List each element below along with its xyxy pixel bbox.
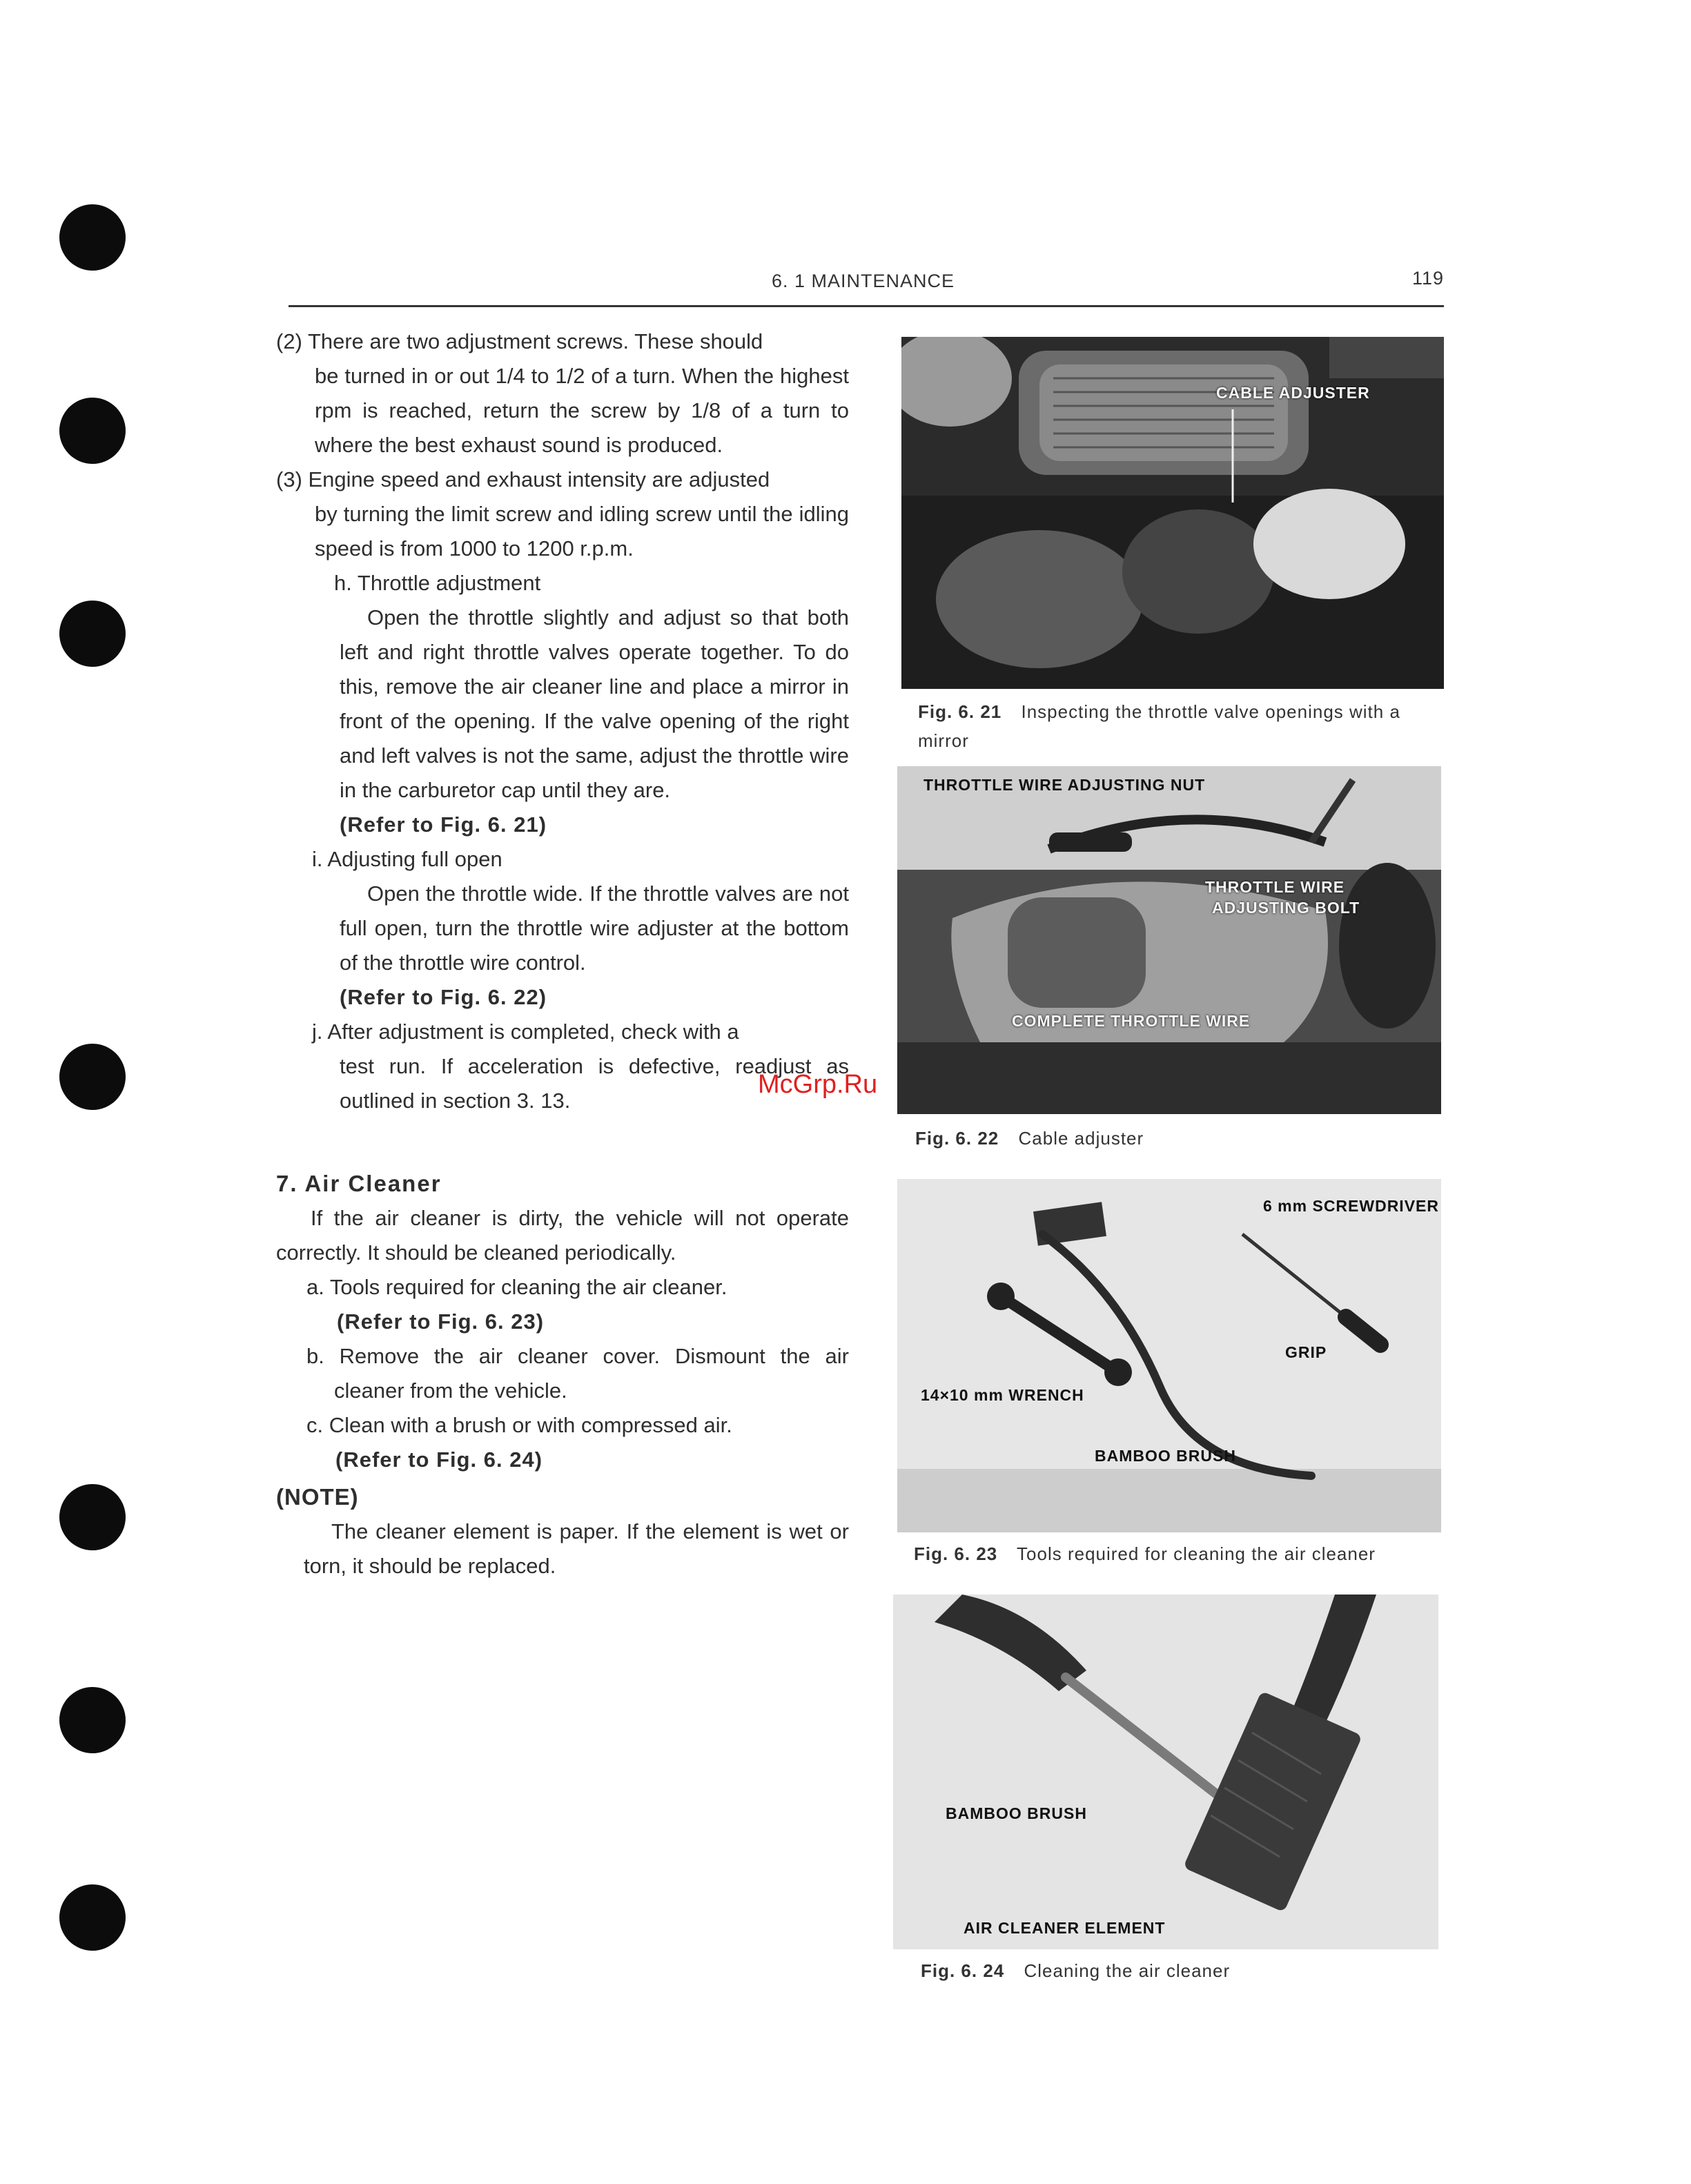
item-j-body: test run. If acceleration is defective, readjust as outlined in section 3. 13. bbox=[340, 1054, 849, 1113]
item-h-label: h. Throttle adjustment bbox=[334, 571, 541, 595]
item-i-ref: (Refer to Fig. 6. 22) bbox=[340, 985, 547, 1009]
binder-hole-3 bbox=[59, 601, 126, 667]
note-text: The cleaner element is paper. If the element is wet or torn, it should be replaced. bbox=[304, 1519, 849, 1578]
binder-hole-5 bbox=[59, 1484, 126, 1550]
label-complete-wire: COMPLETE THROTTLE WIRE bbox=[1012, 1012, 1251, 1030]
caption-text-6-23: Tools required for cleaning the air cleaner bbox=[1017, 1543, 1376, 1564]
item-2-body: be turned in or out 1/4 to 1/2 of a turn. When the highest rpm is reached, return the screw by 1/8 of a turn to where the best exhaust sound is produced. bbox=[315, 364, 849, 457]
step-a: a. Tools required for cleaning the air cleaner. bbox=[306, 1275, 727, 1299]
caption-6-21 bbox=[918, 697, 1429, 755]
section-label: 6. 1 MAINTENANCE bbox=[772, 271, 955, 291]
item-j-label: j. After adjustment is completed, check with a bbox=[312, 1020, 739, 1044]
binder-hole-1 bbox=[59, 204, 126, 271]
step-b: b. Remove the air cleaner cover. Dismount the air cleaner from the vehicle. bbox=[306, 1344, 849, 1403]
binder-hole-4 bbox=[59, 1044, 126, 1110]
caption-text-6-21: Inspecting the throttle valve openings with a mirror bbox=[918, 701, 1400, 751]
item-3-first: (3) Engine speed and exhaust intensity are adjusted bbox=[276, 467, 770, 491]
label-bamboo-brush-24: BAMBOO BRUSH bbox=[946, 1804, 1087, 1822]
label-grip: GRIP bbox=[1285, 1343, 1327, 1361]
caption-6-22 bbox=[915, 1128, 1144, 1149]
fig-number-6-21: Fig. 6. 21 bbox=[918, 701, 1002, 722]
caption-6-24 bbox=[921, 1960, 1230, 1982]
note-title: (NOTE) bbox=[276, 1484, 359, 1510]
item-2-first: (2) There are two adjustment screws. These should bbox=[276, 329, 763, 353]
caption-text-6-24: Cleaning the air cleaner bbox=[1024, 1960, 1231, 1981]
step-a-ref: (Refer to Fig. 6. 23) bbox=[337, 1309, 545, 1334]
label-screwdriver: 6 mm SCREWDRIVER bbox=[1263, 1197, 1439, 1215]
figure-6-24-photo bbox=[893, 1595, 1438, 1949]
label-wrench: 14×10 mm WRENCH bbox=[921, 1386, 1084, 1404]
page-header bbox=[289, 268, 1444, 307]
step-c-ref: (Refer to Fig. 6. 24) bbox=[335, 1447, 543, 1472]
figure-6-21-photo bbox=[901, 337, 1444, 689]
page-number: 119 bbox=[1411, 268, 1444, 289]
item-3-body: by turning the limit screw and idling screw until the idling speed is from 1000 to 1200 r.p.m. bbox=[315, 502, 849, 560]
fig-number-6-24: Fig. 6. 24 bbox=[921, 1960, 1005, 1981]
binder-hole-6 bbox=[59, 1687, 126, 1753]
label-cable-adjuster: CABLE ADJUSTER bbox=[1216, 384, 1370, 402]
fig-number-6-23: Fig. 6. 23 bbox=[914, 1543, 998, 1564]
item-i-body: Open the throttle wide. If the throttle valves are not full open, turn the throttle wire adjuster at the bottom of the throttle wire control. bbox=[340, 881, 849, 975]
label-wire-nut: THROTTLE WIRE ADJUSTING NUT bbox=[923, 776, 1206, 794]
item-i-label: i. Adjusting full open bbox=[312, 847, 502, 871]
fig-number-6-22: Fig. 6. 22 bbox=[915, 1128, 999, 1149]
item-h-ref: (Refer to Fig. 6. 21) bbox=[340, 812, 547, 837]
caption-text-6-22: Cable adjuster bbox=[1018, 1128, 1144, 1149]
item-h-body: Open the throttle slightly and adjust so that both left and right throttle valves operate together. To do this, remove the air cleaner line and place a mirror in front of the opening. If the valve opening of the right and left valves is not the same, adjust the throttle wire in the carburetor cap until they are. bbox=[340, 605, 849, 802]
body-text bbox=[276, 324, 849, 1583]
watermark: McGrp.Ru bbox=[758, 1070, 878, 1099]
binder-hole-2 bbox=[59, 398, 126, 464]
section-7-intro: If the air cleaner is dirty, the vehicle will not operate correctly. It should be cleaned periodically. bbox=[276, 1206, 849, 1265]
figure-6-22-photo bbox=[897, 766, 1441, 1114]
label-bamboo-brush-23: BAMBOO BRUSH bbox=[1095, 1447, 1236, 1465]
label-wire-bolt-1: THROTTLE WIRE bbox=[1205, 878, 1345, 896]
binder-hole-7 bbox=[59, 1884, 126, 1951]
label-wire-bolt-2: ADJUSTING BOLT bbox=[1212, 899, 1360, 917]
section-7-title: 7. Air Cleaner bbox=[276, 1171, 442, 1196]
step-c: c. Clean with a brush or with compressed air. bbox=[306, 1413, 732, 1437]
label-air-cleaner-element: AIR CLEANER ELEMENT bbox=[964, 1919, 1166, 1937]
caption-6-23 bbox=[914, 1543, 1376, 1565]
figure-6-23-photo bbox=[897, 1179, 1441, 1532]
